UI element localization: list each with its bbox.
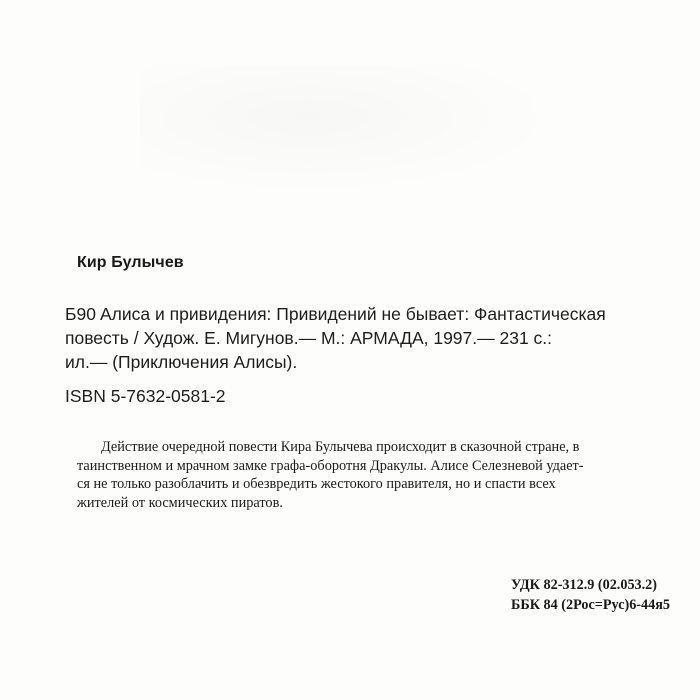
author-name: Кир Булычев [77,254,184,271]
entry-line-3: ил.— (Приключения Алисы). [65,352,298,372]
entry-title-text: Алиса и привидения: Привидений не бывает: Фантастическая [100,304,606,324]
udk-code: УДК 82-312.9 (02.053.2) [510,577,657,593]
show-through-shadow [140,65,560,195]
annotation-line: таинственном и мрачном замке графа-оборотня Дракулы. Алисе Селезневой удает- [77,457,584,474]
book-annotation [77,438,677,512]
annotation-line: жителей от космических пиратов. [77,494,283,511]
isbn-number: ISBN 5-7632-0581-2 [65,386,226,406]
annotation-line: ся не только разоблачить и обезвредить жестокого правителя, но и спасти всех [77,476,556,492]
entry-line-2: повесть / Худож. Е. Мигунов.— М.: АРМАДА, 1997.— 231 с.: [65,328,553,348]
author-mark-code: Б90 [65,304,96,324]
annotation-line: Действие очередной повести Кира Булычева происходит в сказочной стране, в [101,439,580,455]
bbk-code: ББК 84 (2Рос=Рус)6-44я5 [510,597,670,613]
classification-codes [511,575,670,615]
